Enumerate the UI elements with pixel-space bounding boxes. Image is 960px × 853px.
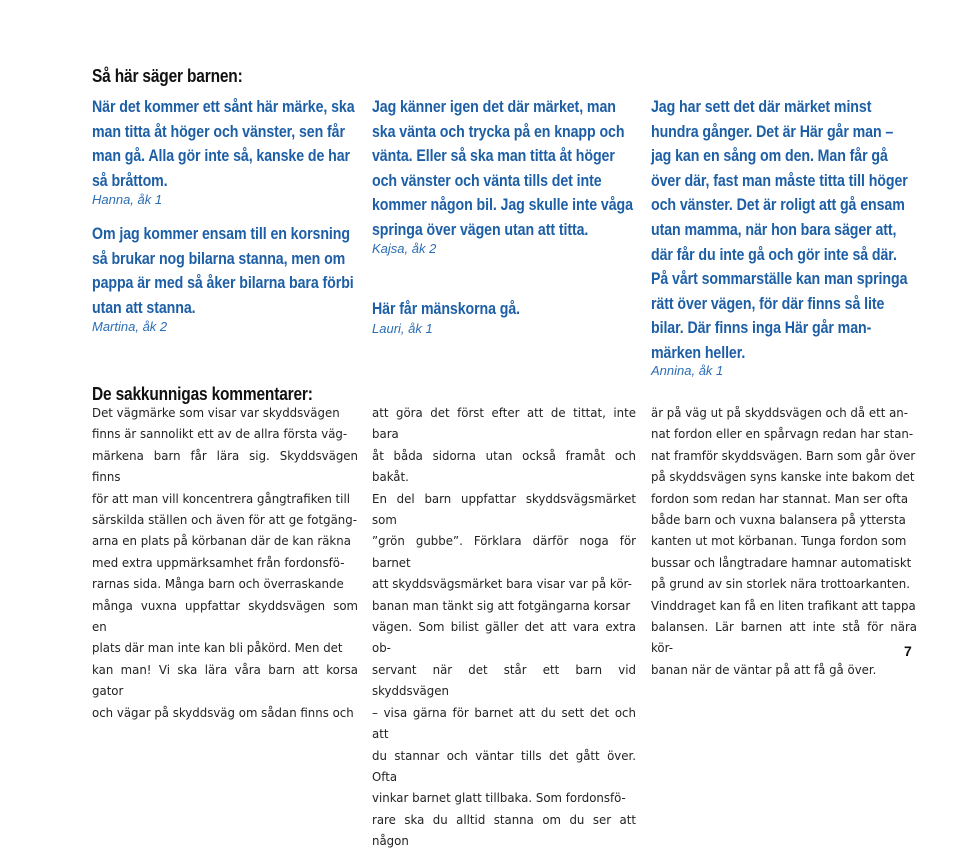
child-quote: Jag känner igen det där märket, man ska vänta och trycka på en knapp och vänta. Eller så ska man titta åt höger och vänster och vänta tills det inte kommer någon bil. Jag skulle inte våga springa över vägen utan att titta. xyxy=(372,98,633,239)
child-quote: Om jag kommer ensam till en korsning så brukar nog bilarna stanna, men om pappa är med så åker bilarna bara förbi utan att stanna. xyxy=(92,225,354,317)
quote-attribution: Annina, åk 1 xyxy=(651,363,724,378)
child-quote: Här får mänskorna gå. xyxy=(372,300,521,318)
quote-attribution: Hanna, åk 1 xyxy=(92,192,163,207)
experts-body-text: Det vägmärke som visar var skyddsvägen finns är sannolikt ett av de allra första väg- märkena barn får lära sig. Skyddsvägen finns för att man vill koncentrera gångtrafiken till särskilda ställen och även för att ge fotgäng- arna en plats på körbanan där de kan räkna med extra uppmärksamhet från fordonsfö- rarnas sida. Många barn och överraskande många vuxna uppfattar skyddsvägen som en plats där man inte kan bli påkörd. Men det kan man! Vi ska lära våra barn att korsa gator och vägar på skyddsväg om sådan finns och xyxy=(92,406,359,721)
quote-attribution: Kajsa, åk 2 xyxy=(372,241,437,256)
page-number: 7 xyxy=(904,643,912,659)
body-text: att göra det först efter att de tittat, inte bara åt båda sidorna utan också framåt och bakåt. En del barn uppfattar skyddsvägsmärket som ”grön gubbe”. Förklara därför noga för barnet att skyddsvägsmärket bara visar var på kör- banan man tänkt sig att fotgängarna korsar vägen. Som bilist gäller det att vara extra ob- servant när det står ett barn vid skyddsvägen – visa gärna för barnet att du sett det och att du stannar och väntar tills det gått över. Ofta vinkar barnet glatt tillbaka. Som fordonsfö- rare ska du alltid stanna om du ser att någon xyxy=(372,406,636,850)
child-quote: När det kommer ett sånt här märke, ska man titta åt höger och vänster, sen får man gå. Alla gör inte så, kanske de har så bråttom. xyxy=(92,98,355,190)
body-text: är på väg ut på skyddsvägen och då ett an- nat fordon eller en spårvagn redan har stan- nat framför skyddsvägen. Barn som går över på skyddsvägen syns kanske inte bakom det fordon som redan har stannat. Man ser ofta både barn och vuxna balansera på yttersta kanten ut mot körbanan. Tunga fordon som bussar och långtradare hamnar automatiskt på grund av sin storlek nära trottoarkanten. Vinddraget kan få en liten trafikant att tappa balansen. Lär barnen att inte stå för nära kör- banan när de väntar på att få gå över. xyxy=(651,406,918,678)
quote-attribution: Martina, åk 2 xyxy=(92,319,168,334)
experts-heading: De sakkunnigas kommentarer: xyxy=(92,384,313,404)
quote-attribution: Lauri, åk 1 xyxy=(372,321,433,336)
children-heading: Så här säger barnen: xyxy=(92,66,243,86)
child-quote: Jag har sett det där märket minst hundra gånger. Det är Här går man – jag kan en sång om den. Man får gå över där, fast man måste titta till höger och vänster. Det är roligt att gå ensam utan mamma, när hon bara säger att, där får du inte gå och gör inte så där. På vårt sommarställe kan man springa rätt över vägen, för där finns så lite bilar. Där finns inga Här går man-märken heller. xyxy=(651,98,908,362)
